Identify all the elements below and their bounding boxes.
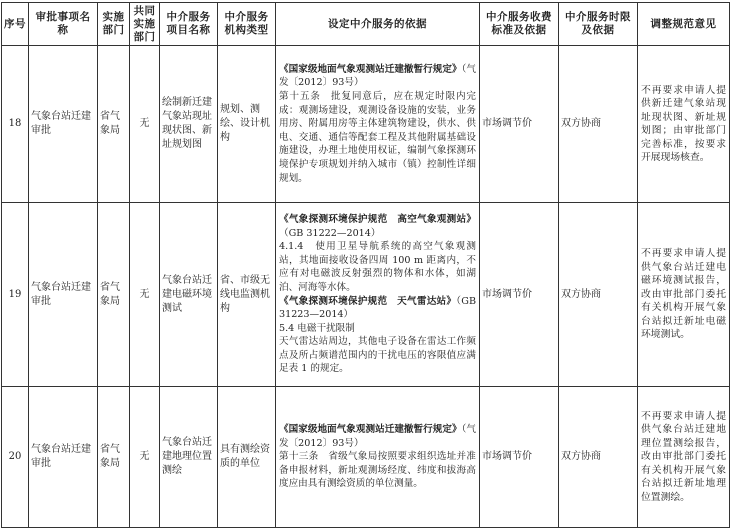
table-row bbox=[2, 203, 730, 387]
row-item: 气象台站迁建审批 bbox=[29, 46, 98, 203]
approval-table bbox=[1, 2, 730, 528]
row-item: 气象台站迁建审批 bbox=[29, 203, 98, 387]
row-fee: 市场调节价 bbox=[480, 203, 559, 387]
row-basis bbox=[276, 387, 480, 528]
row-co-dept: 无 bbox=[130, 203, 160, 387]
basis-title: 《国家级地面气象观测站迁建撤暂行规定》 bbox=[279, 63, 462, 75]
header-seq: 序号 bbox=[2, 3, 29, 46]
header-agency: 中介服务机构类型 bbox=[218, 3, 276, 46]
header-basis: 设定中介服务的依据 bbox=[276, 3, 480, 46]
row-time: 双方协商 bbox=[559, 203, 638, 387]
row-agency: 规划、测绘、设计机构 bbox=[218, 46, 276, 203]
header-co-dept: 共同实施部门 bbox=[130, 3, 160, 46]
row-basis bbox=[276, 203, 480, 387]
basis-ref: （气发〔2012〕93号） bbox=[279, 424, 476, 449]
basis-text-3: 天气雷达站周边，其他电子设备在雷达工作频点及所占频谱范围内的干扰电压的容限值应满足表 1 的规定。 bbox=[279, 336, 476, 375]
header-time: 中介服务时限及依据 bbox=[559, 3, 638, 46]
basis-ref: （GB 31222—2014） bbox=[279, 227, 381, 239]
table-row bbox=[2, 387, 730, 528]
row-seq: 20 bbox=[2, 387, 29, 528]
row-dept: 省气象局 bbox=[98, 203, 130, 387]
basis-ref-2: （GB 31223—2014） bbox=[279, 295, 476, 321]
basis-text: 第十五条 批复同意后，应在规定时限内完成：观测场建设，观测设备设施的安装，业务用房、附属用房等主体建筑物建设，供水、供电、交通、通信等配套工程及其他附属基础设施建设，办理土地使用权证，编制气象探测环境保护专项规划并纳入城市（镇）控制性详细规划。 bbox=[279, 91, 476, 184]
basis-title: 《国家级地面气象观测站迁建撤暂行规定》 bbox=[279, 424, 462, 436]
header-item: 审批事项名称 bbox=[29, 3, 98, 46]
row-item: 气象台站迁建审批 bbox=[29, 387, 98, 528]
basis-text-2: 5.4 电磁干扰限制 bbox=[279, 322, 355, 334]
row-dept: 省气象局 bbox=[98, 46, 130, 203]
header-row bbox=[2, 3, 730, 46]
row-opinion: 不再要求申请人提供气象台站迁建电磁环境测试报告，改由审批部门委托有关机构开展气象台站拟迁新址电磁环境测试。 bbox=[638, 203, 730, 387]
row-opinion: 不再要求申请人提供气象台站迁建地理位置测绘报告，改由审批部门委托有关机构开展气象台站拟迁新址地理位置测绘。 bbox=[638, 387, 730, 528]
basis-ref: （气发〔2012〕93号） bbox=[279, 63, 476, 89]
row-co-dept: 无 bbox=[130, 387, 160, 528]
row-agency: 省、市级无线电监测机构 bbox=[218, 203, 276, 387]
row-seq: 19 bbox=[2, 203, 29, 387]
basis-title-2: 《气象探测环境保护规范 天气雷达站》 bbox=[279, 295, 457, 307]
row-time: 双方协商 bbox=[559, 387, 638, 528]
row-dept: 省气象局 bbox=[98, 387, 130, 528]
row-co-dept: 无 bbox=[130, 46, 160, 203]
header-fee: 中介服务收费标准及依据 bbox=[480, 3, 559, 46]
basis-text: 4.1.4 使用卫星导航系统的高空气象观测站，其地面接收设备四周 100 m 距离内，不应有对电磁波反射强烈的物体和水体，如湖泊、河海等水体。 bbox=[279, 241, 476, 293]
row-service: 气象台站迁建电磁环境测试 bbox=[160, 203, 218, 387]
header-service: 中介服务项目名称 bbox=[160, 3, 218, 46]
row-opinion: 不再要求申请人提供新迁建气象站现址现状图、新址规划图；由审批部门完善标准，按要求开展现场核查。 bbox=[638, 46, 730, 203]
row-agency: 具有测绘资质的单位 bbox=[218, 387, 276, 528]
row-seq: 18 bbox=[2, 46, 29, 203]
header-opinion: 调整规范意见 bbox=[638, 3, 730, 46]
row-basis bbox=[276, 46, 480, 203]
row-fee: 市场调节价 bbox=[480, 387, 559, 528]
row-service: 绘制新迁建气象站现址现状图、新址规划图 bbox=[160, 46, 218, 203]
table-row bbox=[2, 46, 730, 203]
row-service: 气象台站迁建地理位置测绘 bbox=[160, 387, 218, 528]
basis-text: 第十三条 省级气象局按照要求组织选址并准备申报材料，新址观测场经度、纬度和拔海高度应由具有测绘资质的单位测量。 bbox=[279, 451, 476, 490]
row-fee: 市场调节价 bbox=[480, 46, 559, 203]
basis-title: 《气象探测环境保护规范 高空气象观测站》 bbox=[279, 213, 476, 225]
header-dept: 实施部门 bbox=[98, 3, 130, 46]
row-time: 双方协商 bbox=[559, 46, 638, 203]
